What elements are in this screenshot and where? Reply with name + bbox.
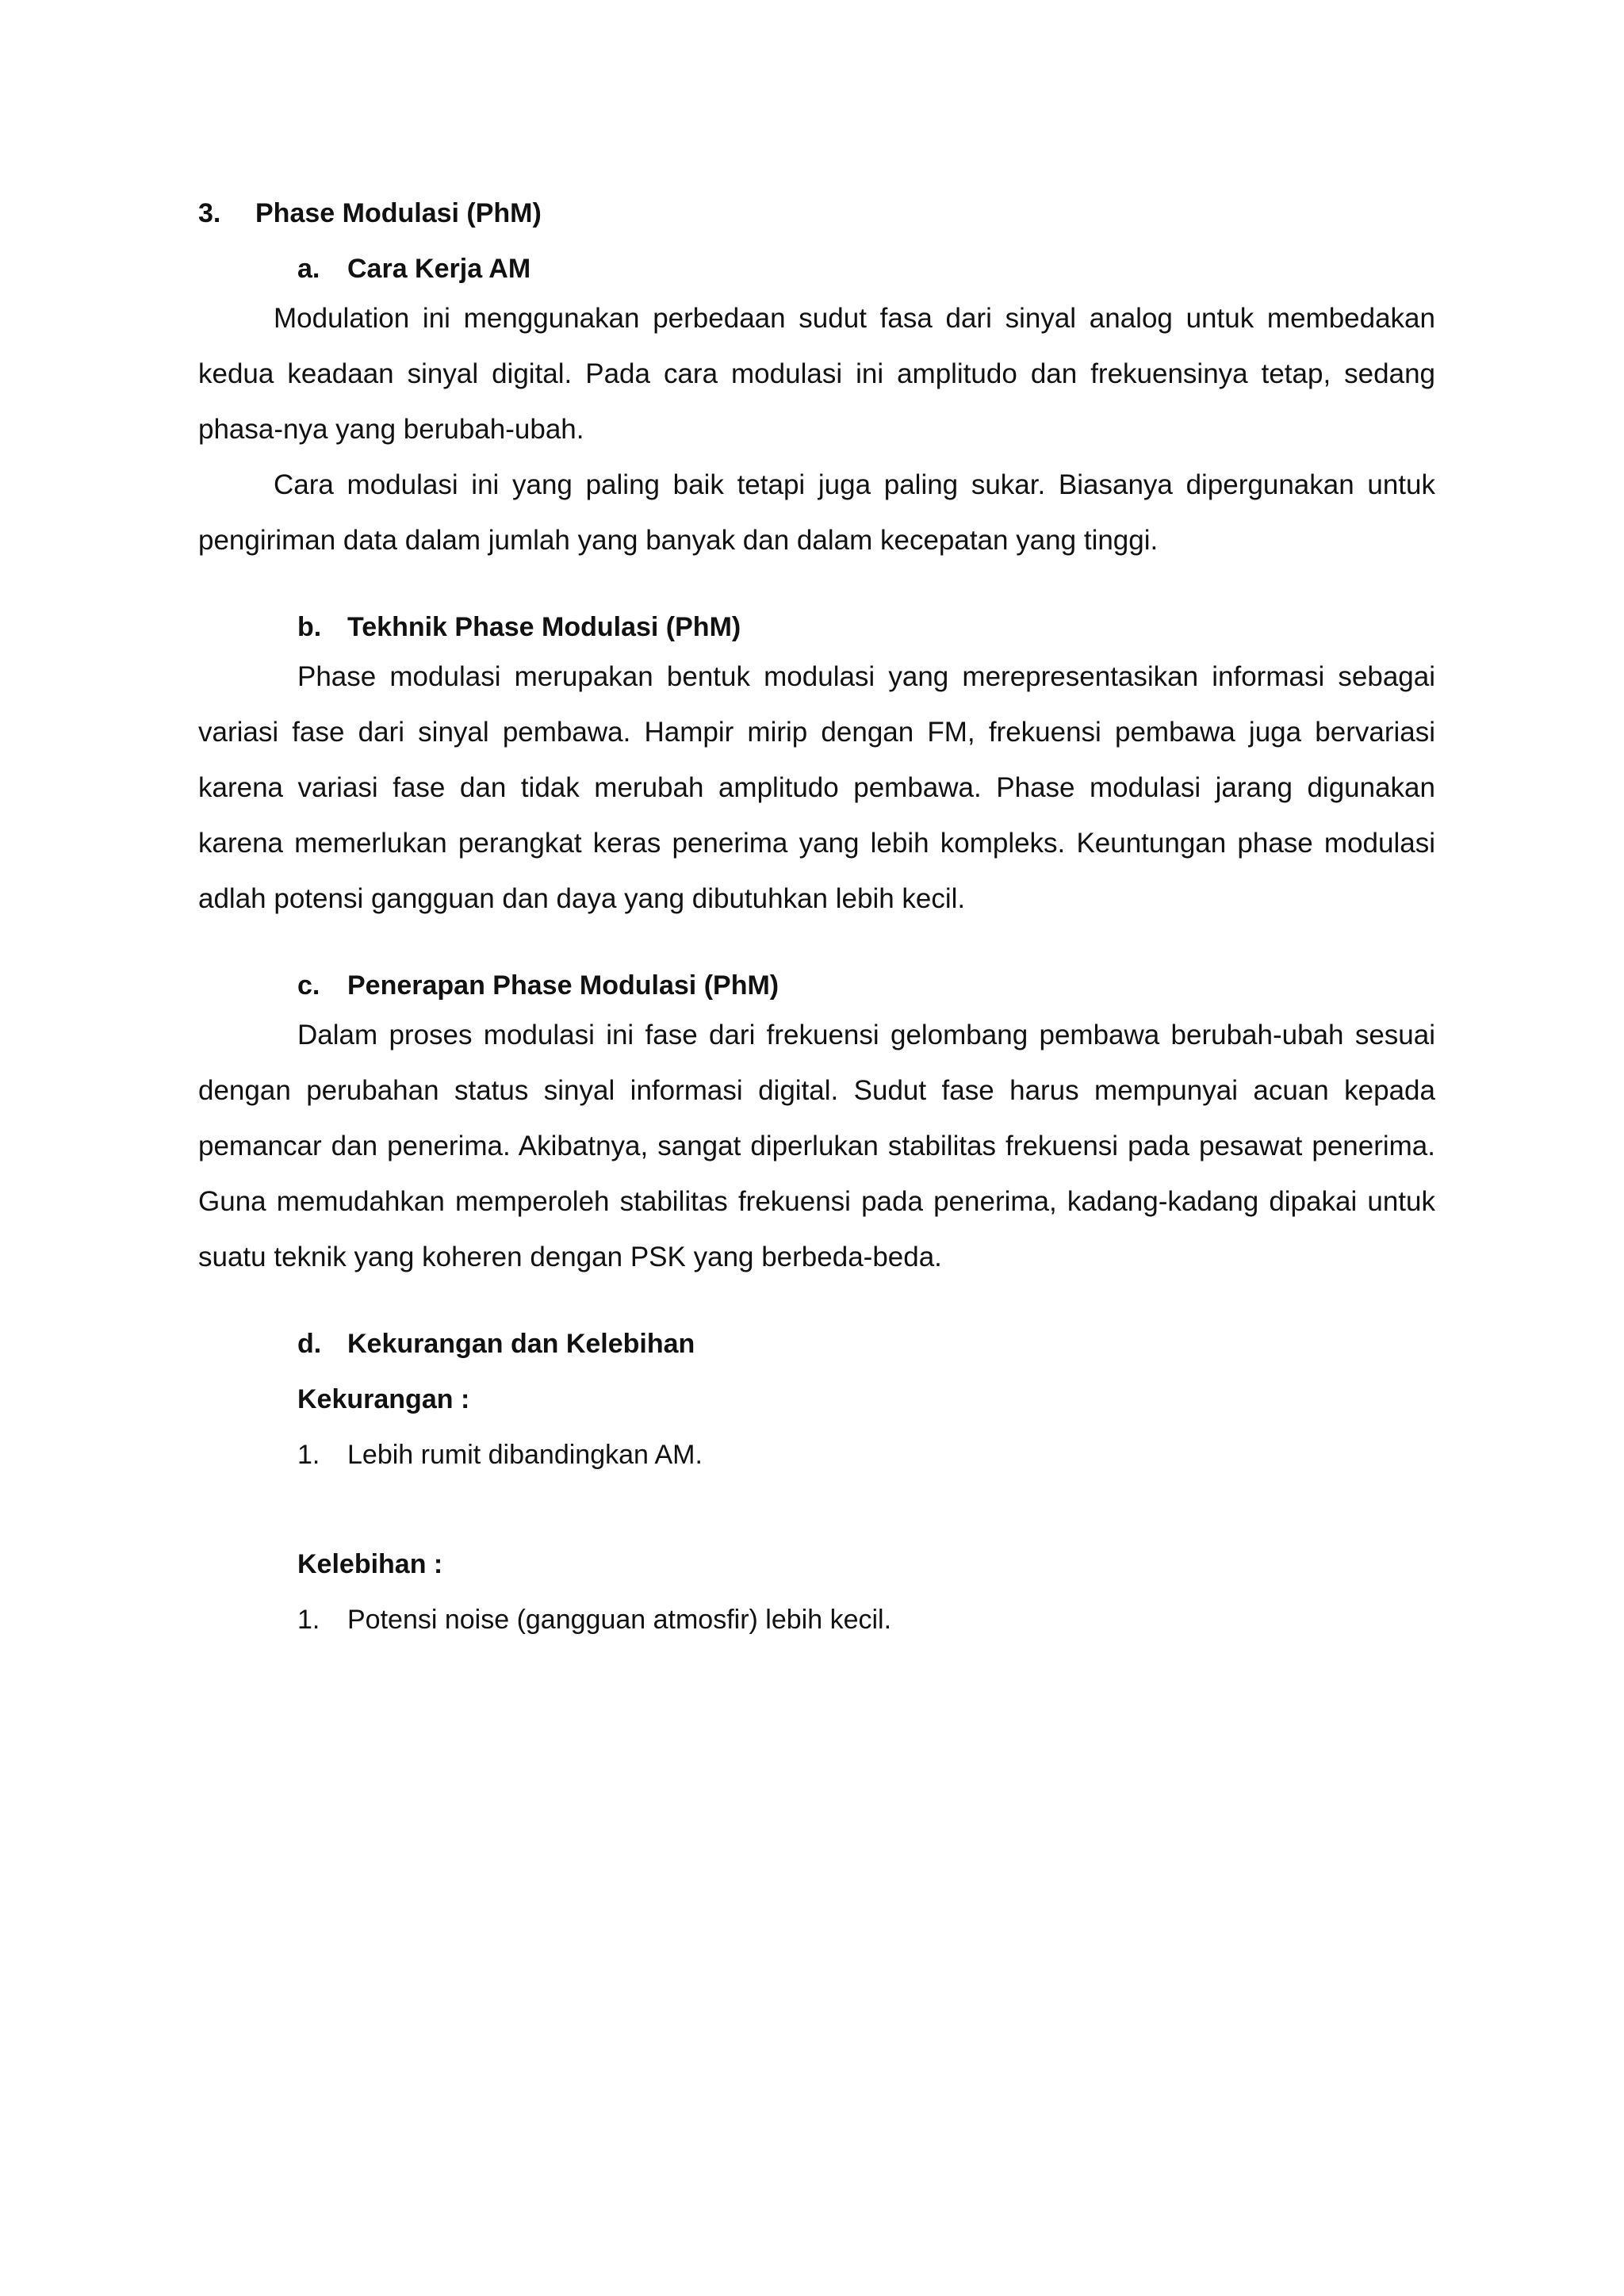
list-item-text: Lebih rumit dibandingkan AM. — [347, 1440, 703, 1470]
subsection-heading-c — [198, 966, 1435, 1004]
paragraph-a-2: Cara modulasi ini yang paling baik tetapi juga paling sukar. Biasanya dipergunakan untuk pengiriman data dalam jumlah yang banyak dan dalam kecepatan yang tinggi. — [198, 469, 1435, 556]
section-number: 3. — [198, 198, 221, 228]
paragraph-a-1: Modulation ini menggunakan perbedaan sudut fasa dari sinyal analog untuk membedakan kedua keadaan sinyal digital. Pada cara modulasi ini amplitudo dan frekuensinya tetap, sedang phasa-nya yang berubah-ubah. — [198, 303, 1435, 445]
subsection-label-c: c. — [297, 970, 320, 1001]
subsection-label-a: a. — [297, 254, 320, 284]
subsection-title-b: Tekhnik Phase Modulasi (PhM) — [347, 612, 741, 642]
subsection-heading-d — [198, 1325, 1435, 1363]
list-item-number: 1. — [297, 1440, 320, 1470]
subsection-title-a: Cara Kerja AM — [347, 254, 531, 284]
subsection-label-d: d. — [297, 1329, 322, 1359]
subsection-heading-a — [198, 250, 1435, 288]
subsection-title-d: Kekurangan dan Kelebihan — [347, 1329, 695, 1359]
list-item — [198, 1436, 1435, 1474]
subsection-heading-b — [198, 608, 1435, 646]
list-item-number: 1. — [297, 1605, 320, 1635]
list-item-text: Potensi noise (gangguan atmosfir) lebih kecil. — [347, 1605, 892, 1635]
subsection-title-c: Penerapan Phase Modulasi (PhM) — [347, 970, 779, 1001]
list-item — [198, 1601, 1435, 1639]
section-heading — [198, 194, 1435, 232]
paragraph-c: Dalam proses modulasi ini fase dari frekuensi gelombang pembawa berubah-ubah sesuai dengan perubahan status sinyal informasi digital. Sudut fase harus mempunyai acuan kepada pemancar dan penerima. Akibatnya, sangat diperlukan stabilitas frekuensi pada pesawat penerima. Guna memudahkan memperoleh stabilitas frekuensi pada penerima, kadang-kadang dipakai untuk suatu teknik yang koheren dengan PSK yang berbeda-beda. — [198, 1020, 1435, 1272]
document-body — [198, 194, 1435, 1639]
kekurangan-label: Kekurangan : — [297, 1384, 470, 1414]
kelebihan-label: Kelebihan : — [297, 1549, 443, 1579]
section-title: Phase Modulasi (PhM) — [255, 198, 542, 228]
subsection-label-b: b. — [297, 612, 322, 642]
paragraph-b: Phase modulasi merupakan bentuk modulasi yang merepresentasikan informasi sebagai variasi fase dari sinyal pembawa. Hampir mirip dengan FM, frekuensi pembawa juga bervariasi karena variasi fase dan tidak merubah amplitudo pembawa. Phase modulasi jarang digunakan karena memerlukan perangkat keras penerima yang lebih kompleks. Keuntungan phase modulasi adlah potensi gangguan dan daya yang dibutuhkan lebih kecil. — [198, 661, 1435, 914]
